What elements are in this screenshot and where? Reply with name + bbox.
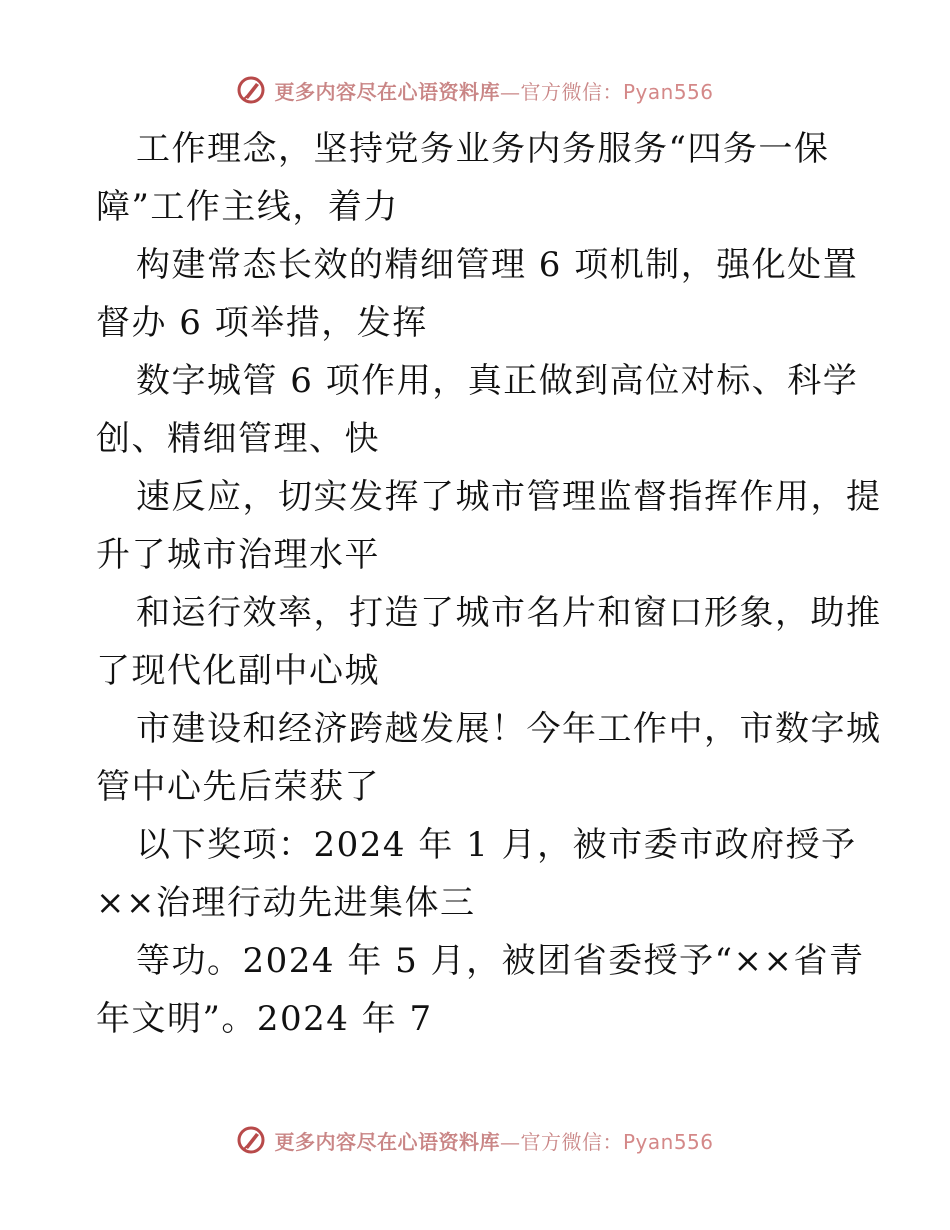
watermark-text [274, 76, 713, 105]
document-body [96, 120, 882, 1048]
quill-circle-logo-icon [236, 1125, 266, 1155]
text-line: 障”工作主线，着力 [96, 187, 399, 227]
text-line: 创、精细管理、快 [96, 419, 380, 459]
text-line: 等功。2024 年 5 月，被团省委授予“××省青 [136, 941, 865, 981]
text-line: 工作理念，坚持党务业务内务服务“四务一保 [136, 129, 830, 169]
text-line: 以下奖项：2024 年 1 月，被市委市政府授予 [136, 825, 857, 865]
watermark-text [274, 1126, 713, 1155]
quill-circle-logo-icon [236, 75, 266, 105]
text-line: 管中心先后荣获了 [96, 767, 380, 807]
text-line: ××治理行动先进集体三 [96, 883, 476, 923]
watermark-wechat-id: Pyan556 [622, 79, 714, 104]
text-line: 和运行效率，打造了城市名片和窗口形象，助推 [136, 593, 882, 633]
text-line: 市建设和经济跨越发展！今年工作中，市数字城 [136, 709, 882, 749]
text-line: 构建常态长效的精细管理 6 项机制，强化处置 [136, 245, 859, 285]
text-line: 督办 6 项举措，发挥 [96, 303, 428, 343]
watermark-separator: — [499, 1129, 521, 1154]
text-line: 了现代化副中心城 [96, 651, 380, 691]
text-line: 年文明”。2024 年 7 [96, 999, 433, 1039]
watermark-main-text: 更多内容尽在心语资料库 [274, 1129, 500, 1154]
watermark-wechat-id: Pyan556 [622, 1129, 714, 1154]
watermark-official-label: 官方微信： [520, 1129, 623, 1154]
text-line: 数字城管 6 项作用，真正做到高位对标、科学 [136, 361, 859, 401]
watermark-official-label: 官方微信： [520, 79, 623, 104]
watermark-separator: — [499, 79, 521, 104]
text-line: 速反应，切实发挥了城市管理监督指挥作用，提 [136, 477, 882, 517]
text-line: 升了城市治理水平 [96, 535, 380, 575]
watermark-main-text: 更多内容尽在心语资料库 [274, 79, 500, 104]
footer-watermark [0, 1120, 950, 1160]
header-watermark [0, 70, 950, 110]
